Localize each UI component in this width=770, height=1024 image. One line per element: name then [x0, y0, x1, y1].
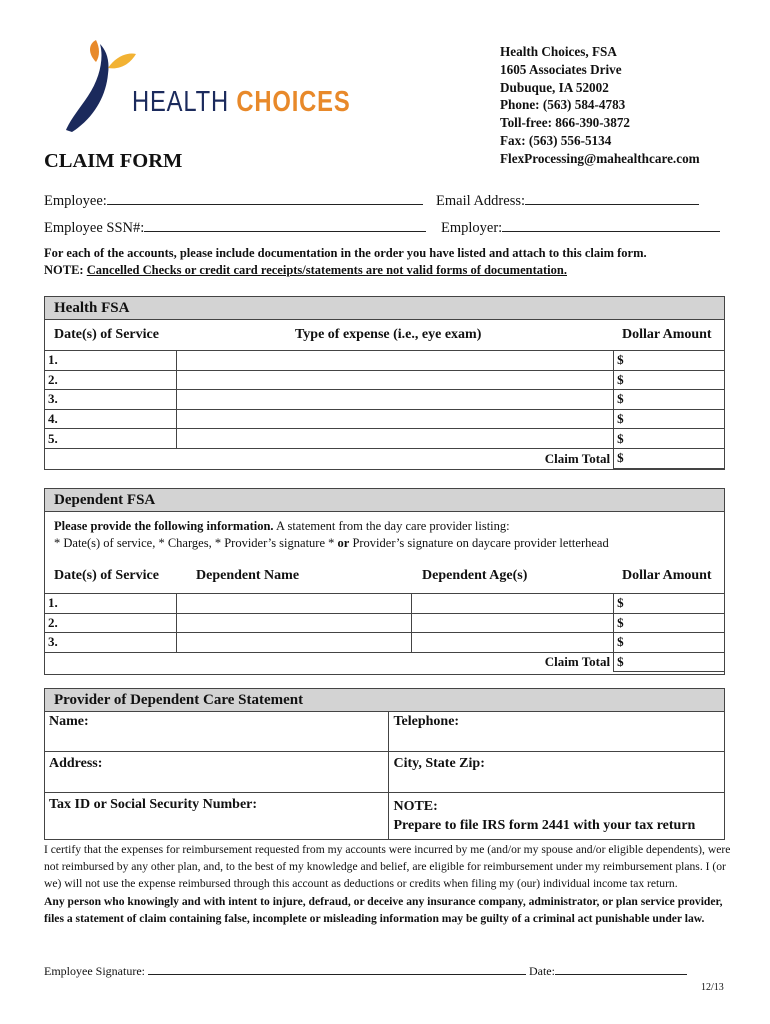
signature-label: Employee Signature:	[44, 964, 145, 978]
provider-note-text: Prepare to file IRS form 2441 with your tax return	[393, 818, 696, 833]
employee-field	[44, 192, 423, 210]
row-number: 2.	[45, 370, 177, 390]
note-text: Cancelled Checks or credit card receipts/statements are not valid forms of documentation.	[86, 262, 567, 277]
employee-label: Employee:	[44, 193, 107, 209]
row-number: 4.	[45, 409, 177, 429]
row-number: 2.	[45, 613, 177, 633]
table-row	[45, 351, 725, 371]
instructions-line: For each of the accounts, please include documentation in the order you have listed and attach to this claim form.	[44, 246, 647, 260]
logo-leaf-icon	[36, 38, 136, 134]
info-line2-or: or	[337, 536, 350, 550]
table-row	[45, 390, 725, 410]
dependent-info	[54, 518, 609, 552]
ssn-label: Employee SSN#:	[44, 220, 145, 236]
amount-cell[interactable]: $	[614, 633, 725, 653]
provider-table	[44, 711, 725, 840]
employer-field	[441, 219, 720, 237]
amount-cell[interactable]: $	[614, 594, 725, 614]
table-row	[45, 409, 725, 429]
revision-code: 12/13	[701, 982, 724, 993]
logo-word-health: HEALTH	[132, 86, 229, 118]
health-fsa-table	[44, 350, 725, 469]
claim-total-label: Claim Total	[544, 654, 611, 670]
phone-number: Phone: (563) 584-4783	[500, 97, 626, 113]
fraud-warning: Any person who knowingly and with intent to injure, defraud, or deceive any insurance company, administrator, or plan service provider, files a statement of claim containing false, incomplete or misleading information may be guilty of a criminal act punishable under law.	[44, 894, 723, 925]
table-row	[45, 613, 725, 633]
email-input-line[interactable]	[525, 192, 699, 205]
dependent-name-cell[interactable]	[176, 633, 412, 653]
dep-col-age: Dependent Age(s)	[422, 568, 528, 583]
amount-cell[interactable]: $	[614, 351, 725, 371]
date-label: Date:	[528, 964, 555, 978]
employer-input-line[interactable]	[502, 219, 720, 232]
street-address: 1605 Associates Drive	[500, 61, 622, 77]
employer-label: Employer:	[441, 220, 503, 236]
dependent-name-cell[interactable]	[176, 594, 412, 614]
dependent-fsa-table	[44, 593, 725, 672]
date-input-line[interactable]	[555, 965, 687, 975]
provider-taxid-field[interactable]: Tax ID or Social Security Number:	[45, 793, 389, 840]
dependent-age-cell[interactable]	[412, 613, 614, 633]
expense-type-cell[interactable]	[176, 390, 613, 410]
contact-email: FlexProcessing@mahealthcare.com	[500, 150, 700, 166]
dep-col-name: Dependent Name	[196, 568, 300, 583]
claim-total-row	[45, 652, 725, 672]
amount-cell[interactable]: $	[614, 409, 725, 429]
provider-note	[389, 793, 725, 840]
dep-col-amount: Dollar Amount	[622, 568, 712, 583]
ssn-field	[44, 219, 426, 237]
table-row	[45, 370, 725, 390]
signature-input-line[interactable]	[148, 965, 526, 975]
certification-text	[44, 841, 734, 927]
health-choices-logo	[36, 38, 351, 134]
table-row	[45, 633, 725, 653]
ssn-input-line[interactable]	[144, 219, 426, 232]
health-col-amount: Dollar Amount	[622, 327, 712, 342]
info-line2-b: Provider’s signature on daycare provider letterhead	[352, 536, 609, 550]
row-number: 3.	[45, 390, 177, 410]
amount-cell[interactable]: $	[614, 613, 725, 633]
table-row	[45, 594, 725, 614]
expense-type-cell[interactable]	[176, 409, 613, 429]
provider-name-field[interactable]: Name:	[45, 712, 389, 752]
dependent-fsa-heading: Dependent FSA	[44, 488, 725, 512]
email-field	[436, 192, 699, 210]
claim-total-label: Claim Total	[544, 450, 611, 466]
info-line2-a: * Date(s) of service, * Charges, * Provider’s signature *	[54, 536, 335, 550]
provider-city-field[interactable]: City, State Zip:	[389, 752, 725, 793]
row-number: 3.	[45, 633, 177, 653]
provider-telephone-field[interactable]: Telephone:	[389, 712, 725, 752]
table-row	[45, 429, 725, 449]
contact-block	[500, 43, 700, 168]
provider-address-field[interactable]: Address:	[45, 752, 389, 793]
signature-line	[44, 964, 687, 979]
dep-col-dates: Date(s) of Service	[54, 568, 159, 583]
dependent-age-cell[interactable]	[412, 633, 614, 653]
expense-type-cell[interactable]	[176, 351, 613, 371]
tollfree-number: Toll-free: 866-390-3872	[500, 115, 631, 131]
fax-number: Fax: (563) 556-5134	[500, 132, 612, 148]
provider-note-label: NOTE:	[393, 799, 438, 814]
info-rest: A statement from the day care provider listing:	[276, 519, 510, 533]
city-state-zip: Dubuque, IA 52002	[500, 79, 609, 95]
provider-heading: Provider of Dependent Care Statement	[44, 688, 725, 712]
employee-input-line[interactable]	[107, 192, 423, 205]
amount-cell[interactable]: $	[614, 370, 725, 390]
amount-cell[interactable]: $	[614, 390, 725, 410]
row-number: 1.	[45, 351, 177, 371]
info-bold: Please provide the following information.	[54, 519, 274, 533]
health-fsa-heading: Health FSA	[44, 296, 725, 320]
claim-total-cell[interactable]: $	[614, 448, 725, 468]
logo-word-choices: CHOICES	[236, 86, 351, 118]
logo-wordmark	[132, 88, 351, 117]
note-label: NOTE:	[44, 262, 84, 277]
claim-total-cell[interactable]: $	[614, 652, 725, 672]
claim-total-row	[45, 448, 725, 468]
dependent-name-cell[interactable]	[176, 613, 412, 633]
expense-type-cell[interactable]	[176, 429, 613, 449]
amount-cell[interactable]: $	[614, 429, 725, 449]
row-number: 5.	[45, 429, 177, 449]
health-col-type: Type of expense (i.e., eye exam)	[295, 327, 482, 342]
org-name: Health Choices, FSA	[500, 44, 617, 59]
page-title: CLAIM FORM	[44, 150, 183, 172]
expense-type-cell[interactable]	[176, 370, 613, 390]
row-number: 1.	[45, 594, 177, 614]
email-label: Email Address:	[436, 193, 526, 209]
instructions	[44, 245, 647, 278]
health-col-dates: Date(s) of Service	[54, 327, 159, 342]
certification-statement: I certify that the expenses for reimbursement requested from my accounts were incurred by me (and/or my spouse and/or eligible dependents), were not reimbursed by any other plan, and, to the best of my knowledge and belief, are eligible for reimbursement under my reimbursement plans. I (or we) will not use the expense reimbursed through this account as deductions or credits when filing my (our) individual income tax return.	[44, 843, 731, 891]
dependent-age-cell[interactable]	[412, 594, 614, 614]
